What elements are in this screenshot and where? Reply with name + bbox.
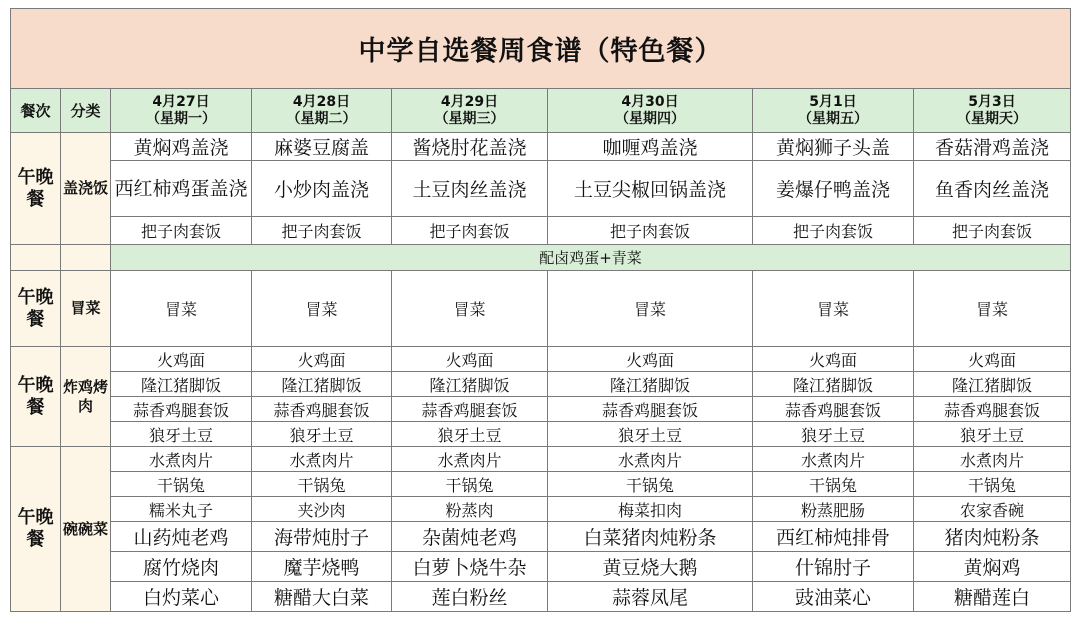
dish-cell: 狼牙土豆 (548, 422, 753, 447)
category-label: 碗碗菜 (61, 447, 111, 612)
dish-cell: 山药炖老鸡 (111, 522, 252, 552)
meal-label: 午晚餐 (11, 271, 61, 347)
dish-cell: 水煮肉片 (914, 447, 1071, 472)
dish-cell: 干锅兔 (548, 472, 753, 497)
dish-cell: 姜爆仔鸭盖浇 (753, 161, 914, 217)
dish-cell: 冒菜 (111, 271, 252, 347)
dish-cell: 火鸡面 (753, 347, 914, 372)
dish-cell: 隆江猪脚饭 (548, 372, 753, 397)
blank-cell (11, 245, 61, 271)
dish-cell: 把子肉套饭 (753, 217, 914, 245)
dish-cell: 白灼菜心 (111, 582, 252, 612)
day-weekday: （星期四） (615, 110, 685, 127)
dish-cell: 水煮肉片 (111, 447, 252, 472)
menu-row (11, 497, 1071, 522)
dish-cell: 把子肉套饭 (548, 217, 753, 245)
dish-cell: 干锅兔 (914, 472, 1071, 497)
dish-cell: 火鸡面 (111, 347, 252, 372)
weekly-menu-table (10, 8, 1071, 612)
dish-cell: 水煮肉片 (548, 447, 753, 472)
dish-cell: 麻婆豆腐盖 (252, 133, 392, 161)
dish-cell: 狼牙土豆 (252, 422, 392, 447)
dish-cell: 干锅兔 (392, 472, 548, 497)
dish-cell: 豉油菜心 (753, 582, 914, 612)
dish-cell: 蒜香鸡腿套饭 (548, 397, 753, 422)
page-title: 中学自选餐周食谱（特色餐） (11, 9, 1071, 89)
meal-label: 午晚餐 (11, 447, 61, 612)
dish-cell: 蒜蓉凤尾 (548, 582, 753, 612)
dish-cell: 水煮肉片 (392, 447, 548, 472)
dish-cell: 火鸡面 (392, 347, 548, 372)
dish-cell: 海带炖肘子 (252, 522, 392, 552)
dish-cell: 土豆肉丝盖浇 (392, 161, 548, 217)
day-date: 4月27日 (152, 93, 210, 110)
day-weekday: （星期五） (798, 110, 868, 127)
dish-cell: 干锅兔 (753, 472, 914, 497)
dish-cell: 黄焖鸡盖浇 (111, 133, 252, 161)
dish-cell: 咖喱鸡盖浇 (548, 133, 753, 161)
day-header (548, 89, 753, 133)
dish-cell: 隆江猪脚饭 (392, 372, 548, 397)
dish-cell: 隆江猪脚饭 (111, 372, 252, 397)
menu-row (11, 161, 1071, 217)
dish-cell: 夹沙肉 (252, 497, 392, 522)
dish-cell: 莲白粉丝 (392, 582, 548, 612)
dish-cell: 冒菜 (753, 271, 914, 347)
menu-row (11, 582, 1071, 612)
menu-row (11, 522, 1071, 552)
dish-cell: 梅菜扣肉 (548, 497, 753, 522)
dish-cell: 香菇滑鸡盖浇 (914, 133, 1071, 161)
dish-cell: 黄焖狮子头盖 (753, 133, 914, 161)
blank-cell (61, 245, 111, 271)
dish-cell: 白萝卜烧牛杂 (392, 552, 548, 582)
dish-cell: 冒菜 (914, 271, 1071, 347)
meal-label: 午晚餐 (11, 133, 61, 245)
dish-cell: 白菜猪肉炖粉条 (548, 522, 753, 552)
menu-row (11, 217, 1071, 245)
day-header (111, 89, 252, 133)
category-label: 炸鸡烤肉 (61, 347, 111, 447)
dish-cell: 水煮肉片 (252, 447, 392, 472)
dish-cell: 隆江猪脚饭 (252, 372, 392, 397)
menu-row (11, 447, 1071, 472)
dish-cell: 火鸡面 (252, 347, 392, 372)
dish-cell: 把子肉套饭 (914, 217, 1071, 245)
dish-cell: 西红柿炖排骨 (753, 522, 914, 552)
dish-cell: 糖醋大白菜 (252, 582, 392, 612)
dish-cell: 蒜香鸡腿套饭 (914, 397, 1071, 422)
dish-cell: 糖醋莲白 (914, 582, 1071, 612)
dish-cell: 蒜香鸡腿套饭 (753, 397, 914, 422)
dish-cell: 把子肉套饭 (111, 217, 252, 245)
dish-cell: 魔芋烧鸭 (252, 552, 392, 582)
dish-cell: 火鸡面 (914, 347, 1071, 372)
dish-cell: 干锅兔 (111, 472, 252, 497)
dish-cell: 小炒肉盖浇 (252, 161, 392, 217)
dish-cell: 酱烧肘花盖浇 (392, 133, 548, 161)
day-date: 4月30日 (621, 93, 679, 110)
note-row (11, 245, 1071, 271)
day-header (392, 89, 548, 133)
dish-cell: 什锦肘子 (753, 552, 914, 582)
meal-column-header: 餐次 (11, 89, 61, 133)
dish-cell: 西红柿鸡蛋盖浇 (111, 161, 252, 217)
dish-cell: 把子肉套饭 (252, 217, 392, 245)
day-date: 4月29日 (440, 93, 499, 110)
side-dish-note: 配卤鸡蛋+青菜 (111, 245, 1071, 271)
dish-cell: 狼牙土豆 (111, 422, 252, 447)
day-date: 4月28日 (292, 93, 351, 110)
dish-cell: 冒菜 (392, 271, 548, 347)
day-header (753, 89, 914, 133)
menu-row (11, 347, 1071, 372)
dish-cell: 糯米丸子 (111, 497, 252, 522)
dish-cell: 粉蒸肉 (392, 497, 548, 522)
dish-cell: 黄豆烧大鹅 (548, 552, 753, 582)
menu-row (11, 271, 1071, 347)
dish-cell: 狼牙土豆 (753, 422, 914, 447)
dish-cell: 粉蒸肥肠 (753, 497, 914, 522)
dish-cell: 蒜香鸡腿套饭 (392, 397, 548, 422)
dish-cell: 狼牙土豆 (392, 422, 548, 447)
day-date: 5月3日 (968, 93, 1016, 110)
menu-row (11, 552, 1071, 582)
dish-cell: 猪肉炖粉条 (914, 522, 1071, 552)
dish-cell: 蒜香鸡腿套饭 (252, 397, 392, 422)
dish-cell: 隆江猪脚饭 (753, 372, 914, 397)
dish-cell: 隆江猪脚饭 (914, 372, 1071, 397)
dish-cell: 把子肉套饭 (392, 217, 548, 245)
day-weekday: （星期三） (434, 110, 505, 127)
menu-row (11, 397, 1071, 422)
dish-cell: 腐竹烧肉 (111, 552, 252, 582)
dish-cell: 冒菜 (548, 271, 753, 347)
menu-row (11, 133, 1071, 161)
category-column-header: 分类 (61, 89, 111, 133)
dish-cell: 蒜香鸡腿套饭 (111, 397, 252, 422)
menu-row (11, 422, 1071, 447)
header-row (11, 89, 1071, 133)
dish-cell: 农家香碗 (914, 497, 1071, 522)
day-date: 5月1日 (809, 93, 857, 110)
dish-cell: 杂菌炖老鸡 (392, 522, 548, 552)
day-weekday: （星期一） (146, 110, 216, 127)
day-weekday: （星期二） (286, 110, 357, 127)
dish-cell: 干锅兔 (252, 472, 392, 497)
day-header (914, 89, 1071, 133)
dish-cell: 狼牙土豆 (914, 422, 1071, 447)
day-weekday: （星期天） (957, 110, 1027, 127)
category-label: 盖浇饭 (61, 133, 111, 245)
category-label: 冒菜 (61, 271, 111, 347)
day-header (252, 89, 392, 133)
dish-cell: 鱼香肉丝盖浇 (914, 161, 1071, 217)
dish-cell: 火鸡面 (548, 347, 753, 372)
dish-cell: 黄焖鸡 (914, 552, 1071, 582)
menu-row (11, 372, 1071, 397)
dish-cell: 土豆尖椒回锅盖浇 (548, 161, 753, 217)
dish-cell: 水煮肉片 (753, 447, 914, 472)
meal-label: 午晚餐 (11, 347, 61, 447)
dish-cell: 冒菜 (252, 271, 392, 347)
menu-row (11, 472, 1071, 497)
